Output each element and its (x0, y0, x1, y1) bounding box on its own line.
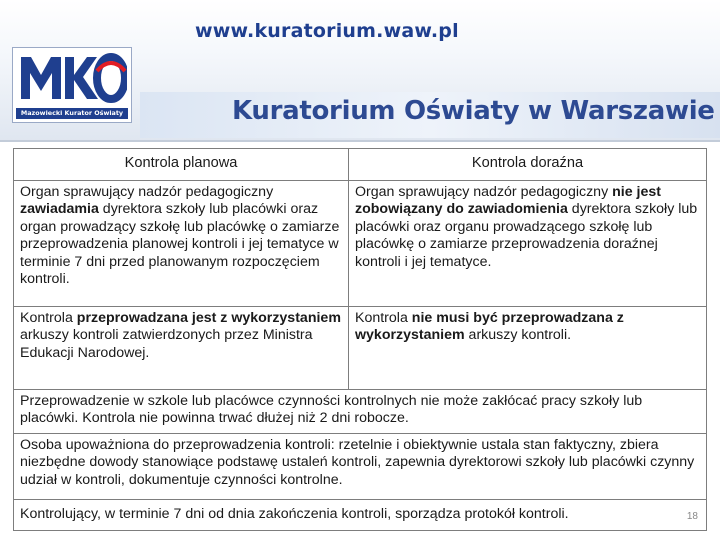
page-title: Kuratorium Oświaty w Warszawie (232, 96, 715, 126)
page-number: 18 (686, 511, 698, 522)
mko-logo (12, 47, 132, 123)
inspector-duties-row: Osoba upoważniona do przeprowadzenia kontroli: rzetelnie i obiektywnie ustala stan faktyczny, zbiera niezbędne dowody stanowiące podstawę ustaleń kontroli, zapewnia dyrektorowi szkoły lub placówki czynny udział w kontroli, dokumentuje czynności kontrolne. (20, 437, 695, 488)
report-deadline-row: Kontrolujący, w terminie 7 dni od dnia zakończenia kontroli, sporządza protokół kontroli. (20, 506, 569, 522)
column-header-planned: Kontrola planowa (124, 155, 238, 171)
control-duration-row: Przeprowadzenie w szkole lub placówce czynności kontrolnych nie może zakłócać pracy szkoły lub placówki. Kontrola nie powinna trwać dłużej niż 2 dni robocze. (20, 393, 643, 427)
header-divider (0, 140, 720, 142)
planned-sheets-cell: Kontrola przeprowadzana jest z wykorzystaniem arkuszy kontroli zatwierdzonych przez Ministra Edukacji Narodowej. (20, 310, 341, 361)
mko-logo-mark (17, 51, 127, 103)
comparison-table (13, 148, 707, 531)
ad-hoc-sheets-cell: Kontrola nie musi być przeprowadzana z wykorzystaniem arkuszy kontroli. (355, 310, 624, 344)
column-header-ad-hoc: Kontrola doraźna (471, 155, 584, 171)
logo-caption: Mazowiecki Kurator Oświaty (16, 108, 128, 119)
site-url[interactable]: www.kuratorium.waw.pl (195, 20, 459, 42)
slide-header (0, 0, 720, 142)
planned-notification-cell: Organ sprawujący nadzór pedagogiczny zawiadamia dyrektora szkoły lub placówki oraz organ prowadzący szkołę lub placówkę o zamiarze przeprowadzenia planowej kontroli i jej tematyce w terminie 7 dni przed planowanym rozpoczęciem kontroli. (20, 184, 340, 288)
ad-hoc-notification-cell: Organ sprawujący nadzór pedagogiczny nie jest zobowiązany do zawiadomienia dyrektora szkoły lub placówki oraz organu prowadzącego szkołę lub placówkę o zamiarze przeprowadzenia doraźnej kontroli i jej tematyce. (355, 184, 698, 270)
